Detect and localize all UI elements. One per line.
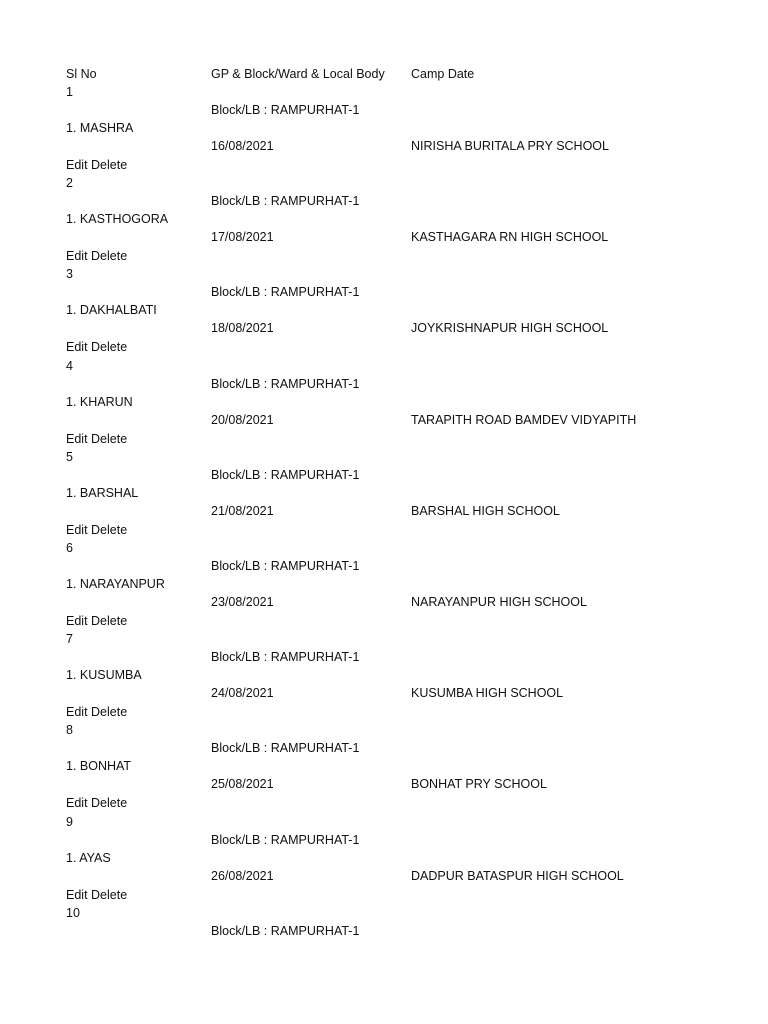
edit-link[interactable]: Edit	[66, 523, 88, 537]
row-venue: DADPUR BATASPUR HIGH SCHOOL	[411, 869, 624, 883]
row-gp-name: 1. BARSHAL	[66, 486, 139, 500]
delete-link[interactable]: Delete	[91, 614, 128, 628]
delete-link[interactable]: Delete	[91, 340, 128, 354]
row-block: Block/LB : RAMPURHAT-1	[211, 924, 360, 938]
row-camp-date: 24/08/2021	[211, 686, 274, 700]
row-gp-name: 1. MASHRA	[66, 121, 134, 135]
edit-link[interactable]: Edit	[66, 796, 88, 810]
row-gp-name: 1. DAKHALBATI	[66, 303, 157, 317]
edit-link[interactable]: Edit	[66, 158, 88, 172]
delete-link[interactable]: Delete	[91, 432, 128, 446]
delete-link[interactable]: Delete	[91, 705, 128, 719]
row-actions	[66, 339, 127, 355]
row-actions	[66, 887, 127, 903]
row-camp-date: 26/08/2021	[211, 869, 274, 883]
row-venue: TARAPITH ROAD BAMDEV VIDYAPITH	[411, 413, 637, 427]
row-actions	[66, 157, 127, 173]
row-serial-number: 2	[66, 176, 73, 190]
edit-link[interactable]: Edit	[66, 432, 88, 446]
delete-link[interactable]: Delete	[91, 523, 128, 537]
row-venue: KUSUMBA HIGH SCHOOL	[411, 686, 564, 700]
row-block: Block/LB : RAMPURHAT-1	[211, 194, 360, 208]
edit-link[interactable]: Edit	[66, 705, 88, 719]
row-serial-number: 8	[66, 723, 73, 737]
row-camp-date: 21/08/2021	[211, 504, 274, 518]
row-block: Block/LB : RAMPURHAT-1	[211, 468, 360, 482]
delete-link[interactable]: Delete	[91, 888, 128, 902]
row-serial-number: 1	[66, 85, 73, 99]
row-venue: BARSHAL HIGH SCHOOL	[411, 504, 560, 518]
edit-link[interactable]: Edit	[66, 888, 88, 902]
edit-link[interactable]: Edit	[66, 614, 88, 628]
row-gp-name: 1. AYAS	[66, 851, 111, 865]
row-actions	[66, 704, 127, 720]
row-serial-number: 10	[66, 906, 80, 920]
row-block: Block/LB : RAMPURHAT-1	[211, 559, 360, 573]
row-camp-date: 25/08/2021	[211, 777, 274, 791]
delete-link[interactable]: Delete	[91, 796, 128, 810]
row-block: Block/LB : RAMPURHAT-1	[211, 741, 360, 755]
row-camp-date: 16/08/2021	[211, 139, 274, 153]
row-actions	[66, 522, 127, 538]
edit-link[interactable]: Edit	[66, 249, 88, 263]
row-gp-name: 1. KUSUMBA	[66, 668, 142, 682]
row-venue: NARAYANPUR HIGH SCHOOL	[411, 595, 587, 609]
row-serial-number: 4	[66, 359, 73, 373]
edit-link[interactable]: Edit	[66, 340, 88, 354]
row-block: Block/LB : RAMPURHAT-1	[211, 650, 360, 664]
row-venue: JOYKRISHNAPUR HIGH SCHOOL	[411, 321, 609, 335]
row-actions	[66, 795, 127, 811]
row-venue: NIRISHA BURITALA PRY SCHOOL	[411, 139, 609, 153]
row-serial-number: 3	[66, 267, 73, 281]
header-camp-date: Camp Date	[411, 67, 475, 81]
row-camp-date: 20/08/2021	[211, 413, 274, 427]
delete-link[interactable]: Delete	[91, 158, 128, 172]
row-camp-date: 17/08/2021	[211, 230, 274, 244]
row-block: Block/LB : RAMPURHAT-1	[211, 377, 360, 391]
row-actions	[66, 431, 127, 447]
header-location: GP & Block/Ward & Local Body	[211, 67, 385, 81]
row-actions	[66, 613, 127, 629]
delete-link[interactable]: Delete	[91, 249, 128, 263]
row-serial-number: 7	[66, 632, 73, 646]
row-gp-name: 1. KASTHOGORA	[66, 212, 169, 226]
row-block: Block/LB : RAMPURHAT-1	[211, 833, 360, 847]
row-serial-number: 6	[66, 541, 73, 555]
row-venue: BONHAT PRY SCHOOL	[411, 777, 547, 791]
row-serial-number: 9	[66, 815, 73, 829]
row-block: Block/LB : RAMPURHAT-1	[211, 285, 360, 299]
header-sl-no: Sl No	[66, 67, 97, 81]
row-gp-name: 1. NARAYANPUR	[66, 577, 165, 591]
row-block: Block/LB : RAMPURHAT-1	[211, 103, 360, 117]
row-camp-date: 23/08/2021	[211, 595, 274, 609]
row-gp-name: 1. KHARUN	[66, 395, 133, 409]
row-gp-name: 1. BONHAT	[66, 759, 132, 773]
row-serial-number: 5	[66, 450, 73, 464]
row-actions	[66, 248, 127, 264]
row-venue: KASTHAGARA RN HIGH SCHOOL	[411, 230, 609, 244]
row-camp-date: 18/08/2021	[211, 321, 274, 335]
